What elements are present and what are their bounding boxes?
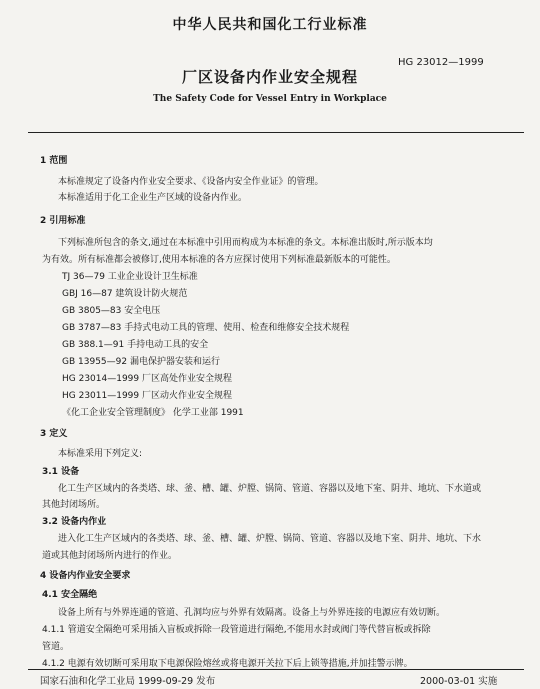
section-4-heading: 4 设备内作业安全要求 bbox=[40, 571, 131, 581]
section-1-heading: 1 范围 bbox=[40, 156, 68, 166]
standard-header: 中华人民共和国化工行业标准 bbox=[172, 17, 368, 33]
issue-date: 国家石油和化学工业局 1999-09-29 发布 bbox=[40, 676, 216, 687]
reference-item: HG 23011—1999 厂区动火作业安全规程 bbox=[62, 391, 232, 401]
document-title-english: The Safety Code for Vessel Entry in Workplace bbox=[153, 94, 387, 104]
reference-item: GBJ 16—87 建筑设计防火规范 bbox=[62, 289, 188, 299]
paragraph: 设备上所有与外界连通的管道、孔洞均应与外界有效隔离。设备上与外界连接的电源应有效切断。 bbox=[58, 608, 446, 618]
reference-item: HG 23014—1999 厂区高处作业安全规程 bbox=[62, 374, 232, 384]
paragraph: 道或其他封闭场所内进行的作业。 bbox=[42, 551, 178, 561]
document-title: 厂区设备内作业安全规程 bbox=[181, 68, 358, 86]
paragraph: 其他封闭场所。 bbox=[42, 500, 106, 510]
paragraph: 进入化工生产区域内的各类塔、球、釜、槽、罐、炉膛、锅筒、管道、容器以及地下室、阴井、地坑、下水 bbox=[58, 534, 482, 544]
top-rule bbox=[28, 132, 524, 133]
reference-item: GB 3787—83 手持式电动工具的管理、使用、检查和维修安全技术规程 bbox=[62, 323, 350, 333]
section-2-heading: 2 引用标准 bbox=[40, 216, 86, 226]
paragraph: 本标准规定了设备内作业安全要求、《设备内安全作业证》的管理。 bbox=[58, 177, 324, 187]
reference-item: GB 388.1—91 手持电动工具的安全 bbox=[62, 340, 209, 350]
paragraph: 化工生产区域内的各类塔、球、釜、槽、罐、炉膛、锅筒、管道、容器以及地下室、阴井、地坑、下水道或 bbox=[58, 484, 482, 494]
paragraph: 为有效。所有标准都会被修订,使用本标准的各方应探讨使用下列标准最新版本的可能性。 bbox=[42, 255, 396, 265]
paragraph: 下列标准所包含的条文,通过在本标准中引用而构成为本标准的条文。本标准出版时,所示版本均 bbox=[58, 238, 433, 248]
reference-item: 《化工企业安全管理制度》 化学工业部 1991 bbox=[62, 408, 244, 418]
paragraph: 管道。 bbox=[42, 642, 70, 652]
section-3-heading: 3 定义 bbox=[40, 429, 68, 439]
effective-date: 2000-03-01 实施 bbox=[420, 676, 498, 687]
bottom-rule bbox=[28, 669, 524, 670]
subsection-heading: 4.1 安全隔绝 bbox=[42, 590, 98, 600]
paragraph: 本标准适用于化工企业生产区域的设备内作业。 bbox=[58, 193, 248, 203]
standard-number: HG 23012—1999 bbox=[398, 57, 484, 68]
reference-item: TJ 36—79 工业企业设计卫生标准 bbox=[62, 272, 198, 282]
definition-heading: 3.1 设备 bbox=[42, 467, 80, 477]
definition-heading: 3.2 设备内作业 bbox=[42, 517, 107, 527]
reference-item: GB 3805—83 安全电压 bbox=[62, 306, 161, 316]
paragraph: 本标准采用下列定义: bbox=[58, 449, 143, 459]
paragraph: 4.1.1 管道安全隔绝可采用插入盲板或拆除一段管道进行隔绝,不能用水封或阀门等代替盲板或拆除 bbox=[42, 625, 431, 635]
reference-item: GB 13955—92 漏电保护器安装和运行 bbox=[62, 357, 220, 367]
paragraph: 4.1.2 电源有效切断可采用取下电源保险熔丝或将电源开关拉下后上锁等措施,并加挂警示牌。 bbox=[42, 659, 413, 669]
